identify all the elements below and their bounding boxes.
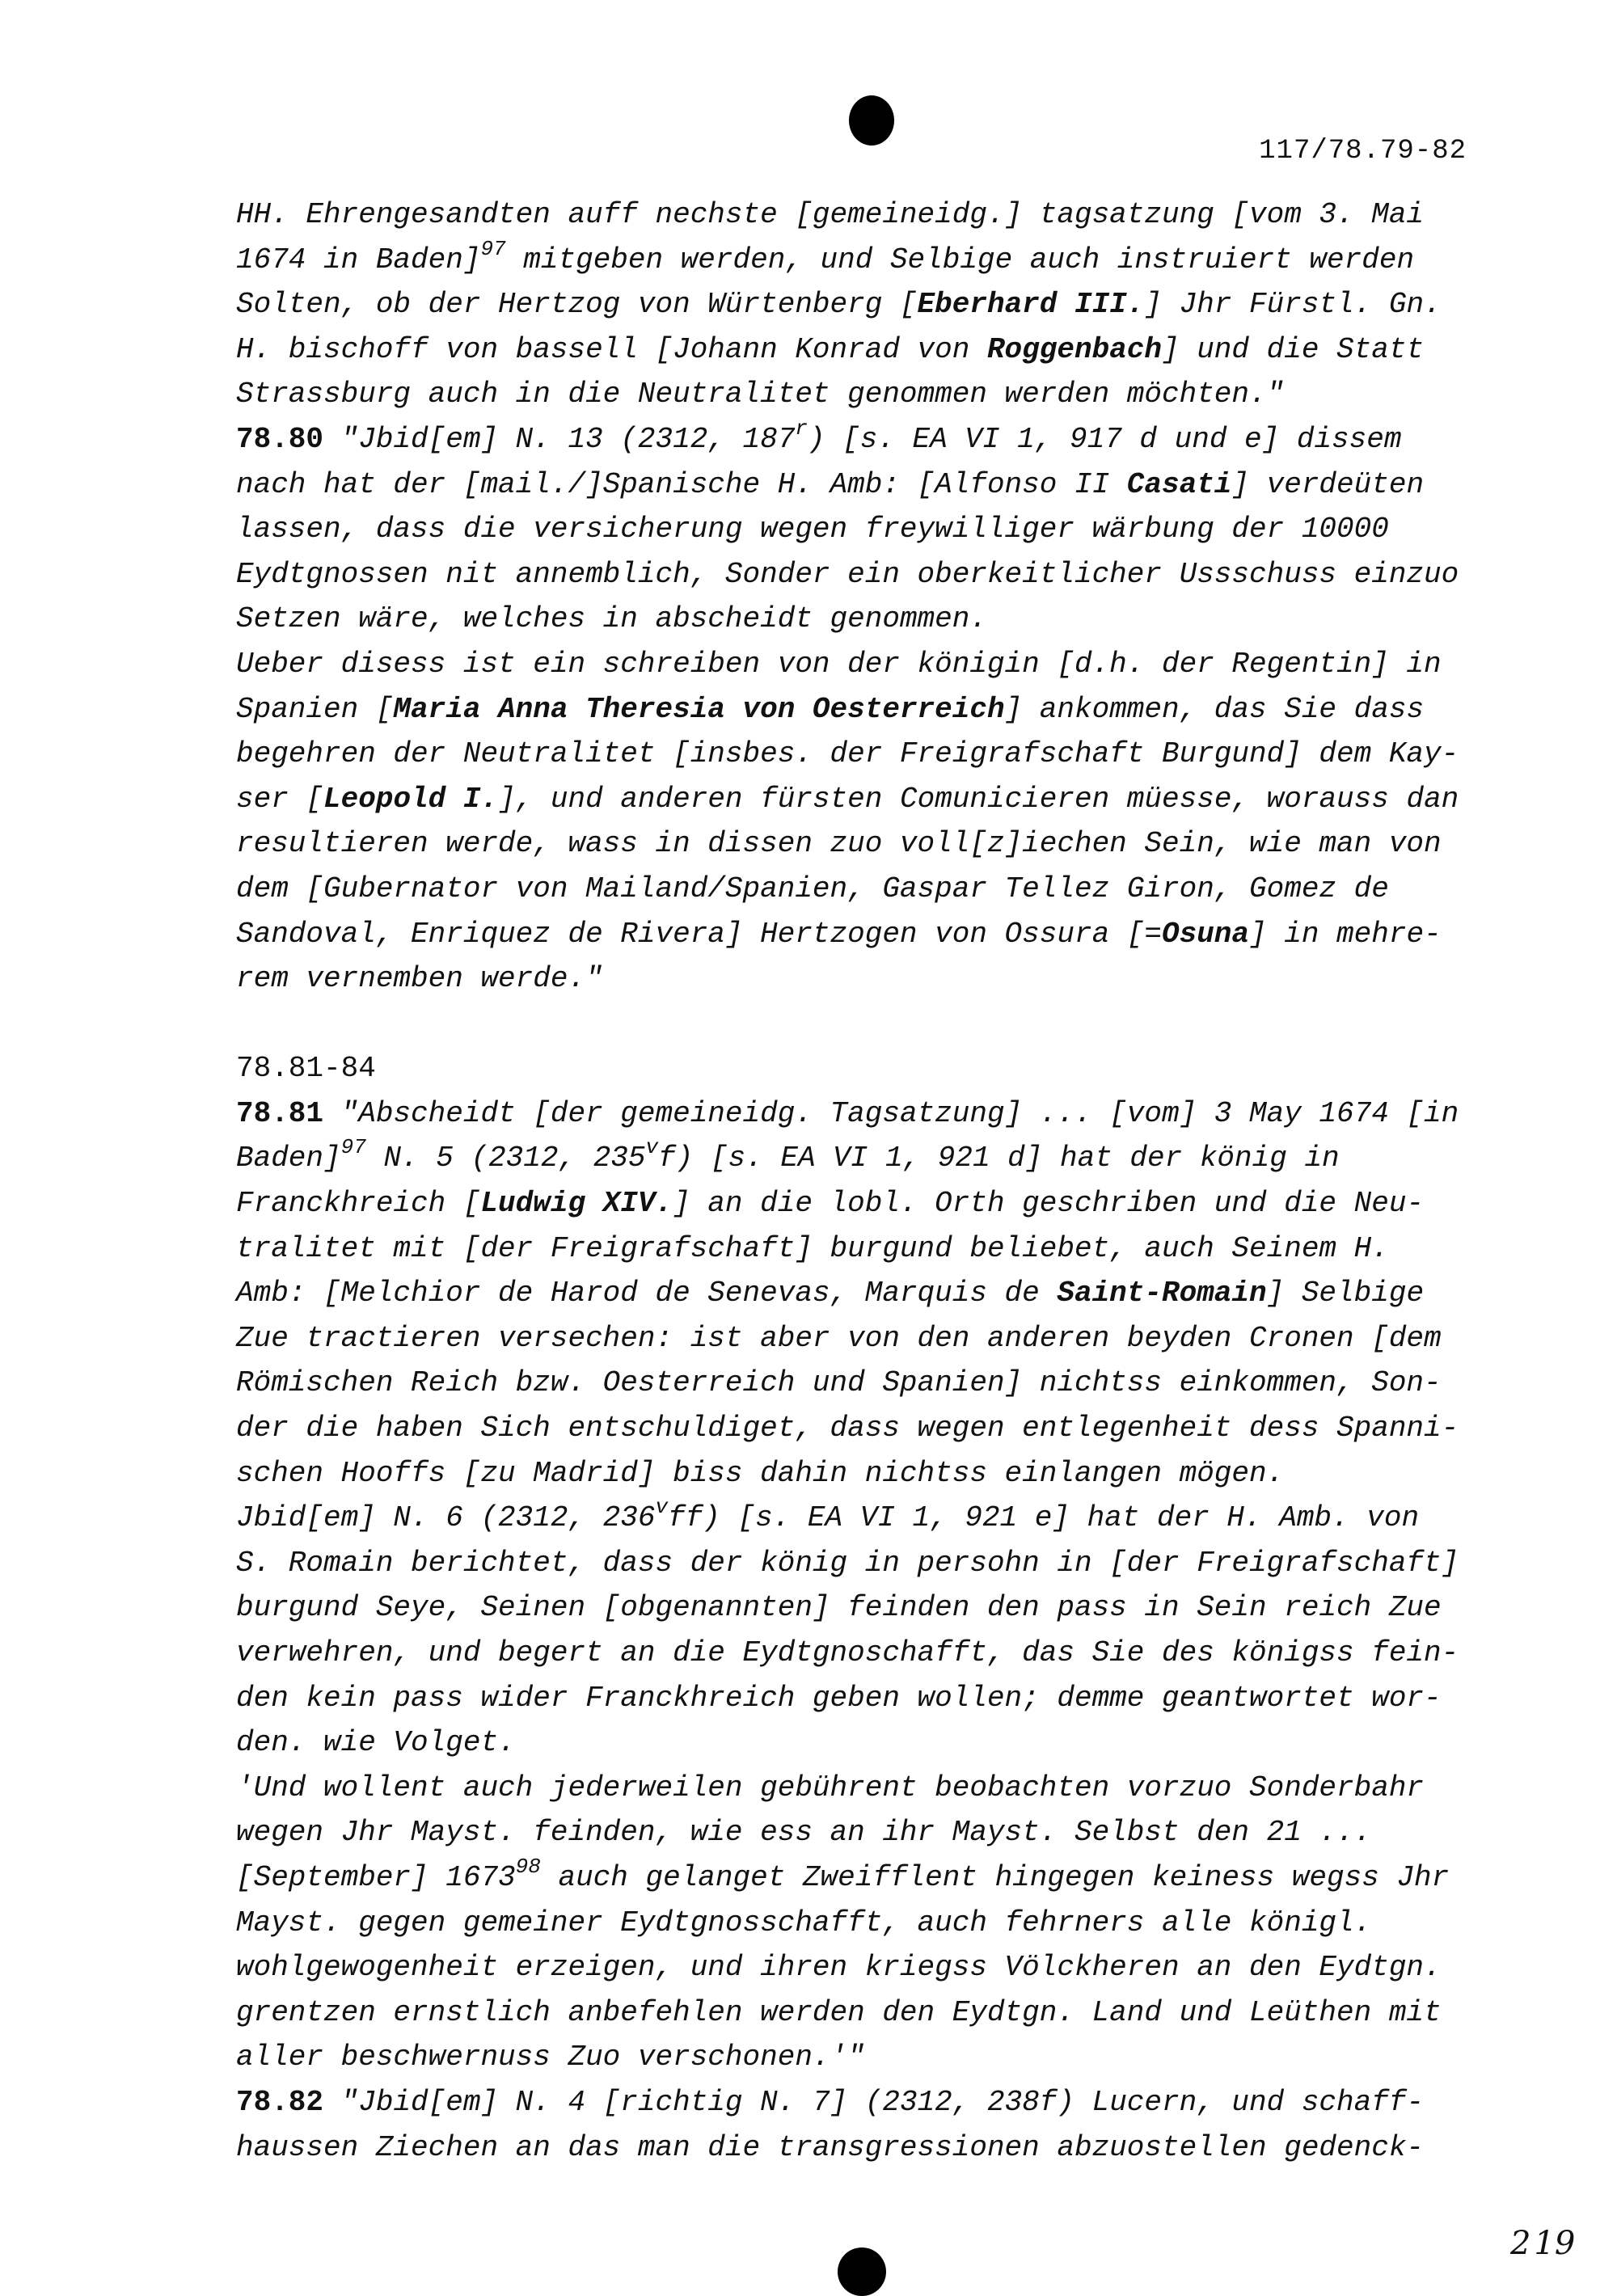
text-segment: ] ankommen, das Sie dass	[1004, 692, 1425, 726]
text-segment: "Jbid[em] N. 13 (2312, 187	[323, 422, 796, 456]
text-segment: Zue tractieren versechen: ist aber von den anderen beyden Cronen [dem	[236, 1321, 1442, 1355]
text-segment: ] an die lobl. Orth geschriben und die Neu-	[673, 1187, 1425, 1221]
text-line	[236, 1901, 1497, 1946]
text-segment: der die haben Sich entschuldiget, dass wegen entlegenheit dess Spanni-	[236, 1412, 1459, 1446]
superscript: r	[795, 416, 808, 441]
text-segment: Sandoval, Enriquez de Rivera] Hertzogen von Ossura [=	[236, 917, 1162, 951]
text-segment: verwehren, und begert an die Eydtgnoschafft, das Sie des königss fein-	[236, 1636, 1459, 1669]
text-line	[236, 238, 1497, 283]
text-segment: ] Selbige	[1266, 1277, 1425, 1310]
text-segment: Solten, ob der Hertzog von Würtenberg [	[236, 288, 918, 322]
text-line	[236, 1046, 1497, 1091]
superscript: 98	[515, 1854, 541, 1879]
text-line	[236, 956, 1497, 1002]
text-segment: resultieren werde, wass in dissen zuo voll[z]iechen Sein, wie man von	[236, 827, 1442, 861]
text-line	[236, 867, 1497, 912]
text-segment: Strassburg auch in die Neutralitet genommen werden möchten."	[236, 378, 1285, 412]
text-segment: N. 5 (2312, 235	[365, 1142, 646, 1175]
text-segment: "Jbid[em] N. 4 [richtig N. 7] (2312, 238f) Lucern, und schaff-	[323, 2085, 1425, 2119]
text-segment: H. bischoff von bassell [Johann Konrad von	[236, 332, 987, 366]
bold-term: Roggenbach	[986, 332, 1162, 366]
text-segment: HH. Ehrengesandten auff nechste [gemeineidg.] tagsatzung [vom 3. Mai	[236, 198, 1425, 231]
superscript: 97	[480, 236, 506, 261]
text-segment: wohlgewogenheit erzeigen, und ihren kriegss Völckheren an den Eydtgn.	[236, 1951, 1442, 1985]
text-segment: burgund Seye, Seinen [obgenannten] feinden den pass in Sein reich Zue	[236, 1591, 1442, 1625]
text-segment: ], und anderen fürsten Comunicieren müesse, worauss dan	[498, 782, 1459, 816]
text-line	[236, 2035, 1497, 2080]
text-line	[236, 1496, 1497, 1541]
text-line	[236, 282, 1497, 327]
text-line	[236, 1585, 1497, 1631]
text-line	[236, 1406, 1497, 1451]
bold-term: 78.81	[236, 1096, 324, 1130]
folio-number: 2 19	[1510, 2225, 1576, 2262]
text-line	[236, 1271, 1497, 1316]
superscript: v	[645, 1135, 659, 1160]
text-line	[236, 507, 1497, 552]
bold-term: Leopold I.	[323, 782, 499, 816]
superscript: 97	[340, 1135, 366, 1160]
text-segment: tralitet mit [der Freigrafschaft] burgund beliebet, auch Seinem H.	[236, 1231, 1389, 1265]
text-segment: [September] 1673	[236, 1860, 516, 1894]
text-segment: ] Jhr Fürstl. Gn.	[1144, 288, 1442, 322]
bold-term: Eberhard III.	[917, 288, 1145, 322]
text-segment: Mayst. gegen gemeiner Eydtgnosschafft, auch fehrners alle königl.	[236, 1906, 1372, 1939]
text-segment: ff) [s. EA VI 1, 921 e] hat der H. Amb. von	[668, 1501, 1420, 1535]
bold-term: 78.82	[236, 2085, 324, 2119]
bold-term: Ludwig XIV.	[480, 1187, 673, 1221]
bold-term: Casati	[1126, 467, 1232, 501]
text-segment: ] in mehre-	[1249, 917, 1442, 951]
text-line	[236, 642, 1497, 687]
text-line	[236, 372, 1497, 417]
text-segment: ] und die Statt	[1162, 332, 1425, 366]
punch-hole-bottom	[838, 2247, 886, 2296]
text-line	[236, 732, 1497, 777]
text-segment: schen Hooffs [zu Madrid] biss dahin nichtss einlangen mögen.	[236, 1456, 1285, 1490]
blank-line	[236, 1002, 1497, 1047]
text-segment: Franckhreich [	[236, 1187, 481, 1221]
text-segment: S. Romain berichtet, dass der könig in persohn in [der Freigrafschaft]	[236, 1546, 1459, 1580]
text-segment: mitgeben werden, und Selbige auch instruiert werden	[505, 243, 1415, 276]
text-line	[236, 1541, 1497, 1586]
text-segment: Römischen Reich bzw. Oesterreich und Spanien] nichtss einkommen, Son-	[236, 1366, 1442, 1400]
text-segment: ser [	[236, 782, 324, 816]
text-line	[236, 1855, 1497, 1901]
text-segment: 1674 in Baden]	[236, 243, 481, 276]
text-segment: wegen Jhr Mayst. feinden, wie ess an ihr Mayst. Selbst den 21 ...	[236, 1816, 1372, 1850]
text-segment: den kein pass wider Franckhreich geben wollen; demme geantwortet wor-	[236, 1681, 1442, 1715]
text-segment: lassen, dass die versicherung wegen freywilliger wärbung der 10000	[236, 513, 1389, 547]
text-segment: Jbid[em] N. 6 (2312, 236	[236, 1501, 656, 1535]
text-line	[236, 777, 1497, 822]
text-segment: Spanien [	[236, 692, 394, 726]
text-segment: Baden]	[236, 1142, 341, 1175]
text-line	[236, 1451, 1497, 1496]
text-line	[236, 1226, 1497, 1272]
text-segment: ) [s. EA VI 1, 917 d und e] dissem	[807, 422, 1402, 456]
text-segment: f) [s. EA VI 1, 921 d] hat der könig in	[658, 1142, 1340, 1175]
text-line	[236, 1181, 1497, 1226]
text-line	[236, 821, 1497, 867]
punch-hole-top	[849, 95, 894, 146]
text-segment: nach hat der [mail./]Spanische H. Amb: [Alfonso II	[236, 467, 1127, 501]
text-segment: Setzen wäre, welches in abscheidt genommen.	[236, 602, 987, 636]
text-segment: dem [Gubernator von Mailand/Spanien, Gaspar Tellez Giron, Gomez de	[236, 872, 1389, 905]
text-line	[236, 1720, 1497, 1766]
text-line	[236, 2080, 1497, 2125]
bold-term: Saint-Romain	[1057, 1277, 1267, 1310]
text-segment: ] verdeüten	[1231, 467, 1425, 501]
text-segment: Amb: [Melchior de Harod de Senevas, Marquis de	[236, 1277, 1058, 1310]
text-line	[236, 462, 1497, 508]
text-line	[236, 327, 1497, 373]
bold-term: Osuna	[1162, 917, 1250, 951]
page-reference: 117/78.79-82	[1259, 136, 1467, 167]
text-line	[236, 1945, 1497, 1990]
text-segment: "Abscheidt [der gemeineidg. Tagsatzung] ... [vom] 3 May 1674 [in	[323, 1096, 1459, 1130]
text-line	[236, 1316, 1497, 1361]
text-segment: 78.81-84	[236, 1052, 376, 1086]
text-line	[236, 1136, 1497, 1181]
text-line	[236, 2125, 1497, 2171]
text-segment: begehren der Neutralitet [insbes. der Freigrafschaft Burgund] dem Kay-	[236, 737, 1459, 771]
text-segment: 'Und wollent auch jederweilen gebührent beobachten vorzuo Sonderbahr	[236, 1771, 1425, 1804]
text-line	[236, 597, 1497, 642]
bold-term: Maria Anna Theresia von Oesterreich	[393, 692, 1005, 726]
text-line	[236, 1676, 1497, 1721]
text-segment: Eydtgnossen nit annemblich, Sonder ein oberkeitlicher Ussschuss einzuo	[236, 557, 1459, 591]
text-segment: grentzen ernstlich anbefehlen werden den Eydtgn. Land und Leüthen mit	[236, 1995, 1442, 2029]
body-text	[236, 192, 1497, 2170]
text-line	[236, 1810, 1497, 1855]
text-segment: auch gelanget Zweifflent hingegen keiness wegss Jhr	[540, 1860, 1450, 1894]
bold-term: 78.80	[236, 422, 324, 456]
text-line	[236, 912, 1497, 957]
text-line	[236, 1766, 1497, 1811]
text-segment: aller beschwernuss Zuo verschonen.'"	[236, 2041, 865, 2074]
text-segment: Ueber disess ist ein schreiben von der königin [d.h. der Regentin] in	[236, 647, 1442, 681]
text-segment: den. wie Volget.	[236, 1726, 516, 1760]
text-line	[236, 192, 1497, 238]
text-line	[236, 1361, 1497, 1406]
text-line	[236, 552, 1497, 597]
text-line	[236, 417, 1497, 462]
text-segment: haussen Ziechen an das man die transgressionen abzuostellen gedenck-	[236, 2130, 1425, 2164]
text-line	[236, 1631, 1497, 1676]
text-segment: rem vernemben werde."	[236, 962, 603, 996]
text-line	[236, 1990, 1497, 2036]
text-line	[236, 687, 1497, 732]
text-line	[236, 1091, 1497, 1137]
superscript: v	[655, 1495, 669, 1520]
